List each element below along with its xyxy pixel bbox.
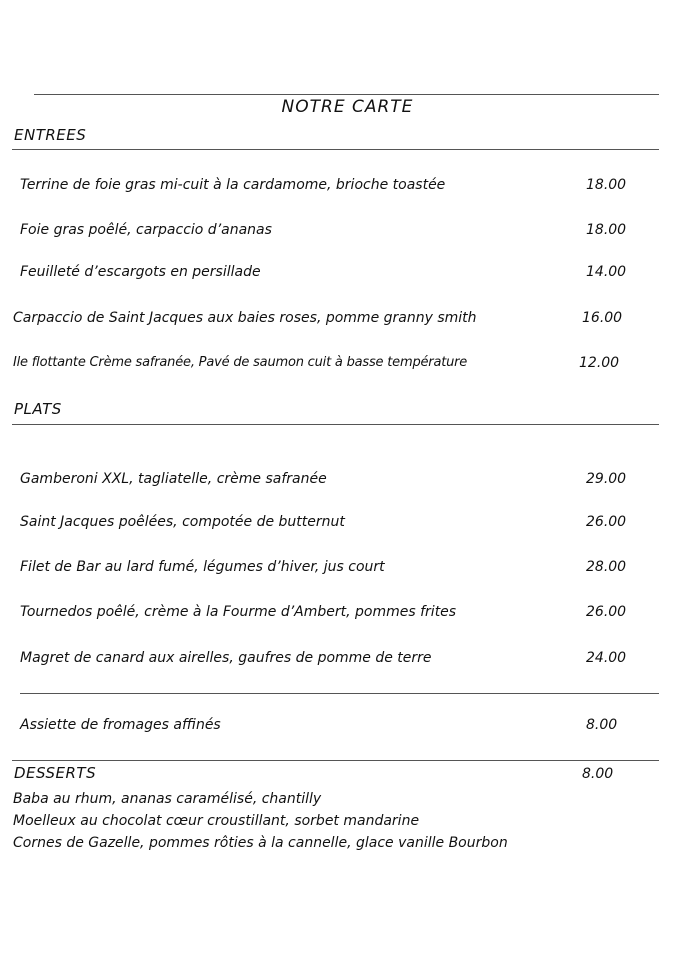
section-heading-plats: PLATS bbox=[14, 400, 62, 418]
menu-item-label: Terrine de foie gras mi-cuit à la cardamome, brioche toastée bbox=[20, 177, 446, 193]
menu-item-price: 16.00 bbox=[582, 310, 623, 326]
menu-item-label: Gamberoni XXL, tagliatelle, crème safranée bbox=[20, 471, 327, 487]
menu-item-label: Magret de canard aux airelles, gaufres de pomme de terre bbox=[20, 650, 432, 666]
menu-item-label: Tournedos poêlé, crème à la Fourme d’Ambert, pommes frites bbox=[20, 604, 457, 620]
menu-item-label: Foie gras poêlé, carpaccio d’ananas bbox=[20, 222, 272, 238]
dessert-item: Moelleux au chocolat cœur croustillant, sorbet mandarine bbox=[13, 813, 420, 829]
menu-item-fromages bbox=[0, 715, 679, 735]
menu-item-price: 29.00 bbox=[586, 471, 627, 487]
desserts-divider bbox=[12, 760, 659, 761]
menu-item bbox=[0, 648, 679, 668]
menu-item-price: 8.00 bbox=[586, 717, 618, 733]
menu-item bbox=[0, 512, 679, 532]
menu-item-label: Feuilleté d’escargots en persillade bbox=[20, 264, 261, 280]
menu-item-label: Assiette de fromages affinés bbox=[20, 717, 221, 733]
entrees-divider bbox=[12, 149, 659, 150]
page-title: NOTRE CARTE bbox=[281, 97, 414, 117]
menu-item-price: 18.00 bbox=[586, 222, 627, 238]
menu-item-price: 26.00 bbox=[586, 604, 627, 620]
menu-item-price: 18.00 bbox=[586, 177, 627, 193]
menu-item bbox=[0, 557, 679, 577]
menu-item-label: Ile flottante Crème safranée, Pavé de saumon cuit à basse température bbox=[13, 355, 468, 370]
menu-item-label: Filet de Bar au lard fumé, légumes d’hiver, jus court bbox=[20, 559, 385, 575]
menu-item-price: 28.00 bbox=[586, 559, 627, 575]
top-divider bbox=[34, 94, 659, 95]
menu-item-price: 26.00 bbox=[586, 514, 627, 530]
menu-item-label: Carpaccio de Saint Jacques aux baies roses, pomme granny smith bbox=[13, 310, 477, 326]
menu-item-price: 24.00 bbox=[586, 650, 627, 666]
menu-item bbox=[0, 308, 679, 328]
dessert-item: Cornes de Gazelle, pommes rôties à la cannelle, glace vanille Bourbon bbox=[13, 835, 508, 851]
dessert-item: Baba au rhum, ananas caramélisé, chantilly bbox=[13, 791, 322, 807]
menu-item bbox=[0, 220, 679, 240]
menu-item bbox=[0, 353, 679, 373]
menu-item-label: Saint Jacques poêlées, compotée de butternut bbox=[20, 514, 345, 530]
plats-divider bbox=[12, 424, 659, 425]
menu-item-price: 14.00 bbox=[586, 264, 627, 280]
menu-item bbox=[0, 175, 679, 195]
desserts-price: 8.00 bbox=[582, 766, 614, 782]
fromages-divider bbox=[20, 693, 659, 694]
menu-item-price: 12.00 bbox=[579, 355, 620, 371]
menu-item bbox=[0, 469, 679, 489]
section-heading-desserts: DESSERTS bbox=[14, 764, 97, 782]
menu-item bbox=[0, 262, 679, 282]
menu-item bbox=[0, 602, 679, 622]
section-heading-entrees: ENTREES bbox=[14, 126, 87, 144]
